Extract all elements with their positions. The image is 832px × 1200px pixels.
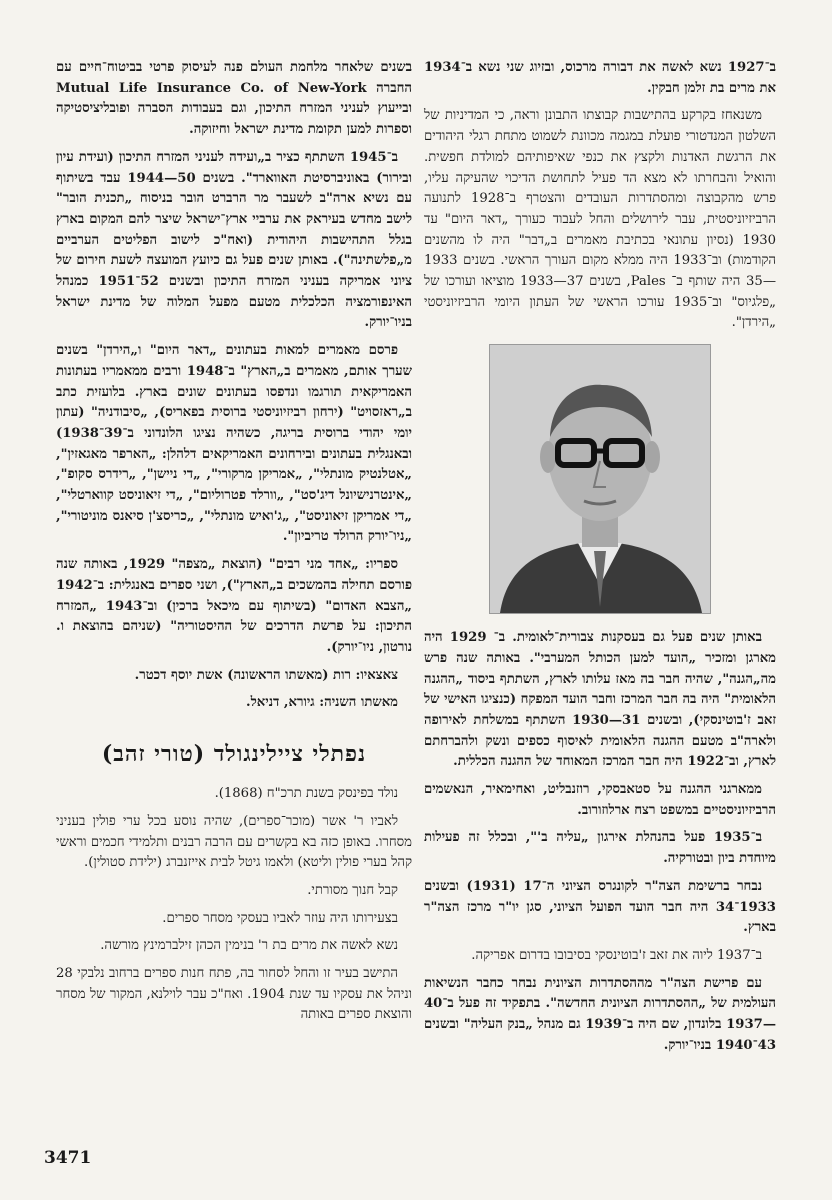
portrait-image [490,345,710,613]
paragraph: ב־1927 נשא לאשה את דבורה מרכוס, ובזיוג שני נשא ב־1934 את מרים בת זלמן חבקין. [424,60,776,96]
paragraph: נבחר ברשימת הצה"ר לקונגרס הציוני ה־17 (1931) ובשנים 1933־34 היה חבר הועד הפועל הציוני, סגן יו"ר מרכז הצה"ר בארץ. [424,878,776,936]
page-number: 3471 [44,1148,92,1168]
paragraph: ב־1937 ליוה את זאב ז'בוטינסקי בסיבובו בדרום אפריקה. [471,947,762,963]
biography-heading: נפתלי ציילינגולד (טורי זהב) [101,741,367,768]
paragraph: ב־1945 השתתף כציר ב„ועידה לעניני המזרח התיכון (ועידת עיון ובירור) באוניברסיטת האווארד". בשנים 50—1944 עבד בשיתוף עם נשיא ארה"ב לשעבר מר הרברט הובר בניסוח „תכנית הובר" לישב מחדש בעיראק את ערביי ארץ־ישראל שיצר להם המקום בארץ בגלל התהישבות היהודית (ואח"כ לישוב הפליטים הערביים מ„פלשתינה"). באותן שנים פעל גם כיועץ המועצה לשעת חירום של ציוני אמריקה בעניני המזרח התיכון ובשנים 52־1951 כמנהל האינפורמציה הכלכלית מטעם מפעל המלוה של מדינת ישראל בניו־יורק. [56,149,412,331]
paragraph: קבל חנוך מסורתי. [307,882,398,898]
paragraph: ספריו: „אחד מני רבים" (הוצאת „מצפה" 1929, באותה שנה פורסם תחילה בהמשכים ב„הארץ"), ושני ספרים באנגלית: ב־1942 „הצבא האדום" (בשיתוף עם מיכאל ברכין) וב־1943 „המזרח התיכון: על פרשת הדרכים של ההיסטוריה" (שניהם בהוצאת ו. נורטון, ניו־יורק). [56,557,413,655]
paragraph: נשא לאשה את מרים בת ר' בנימין הכהן זילברמינץ מורשה. [100,938,398,954]
left-column [56,58,412,1033]
paragraph: ממארגני ההגנה על סטאבסקי, רוזנבליט, ואחימאיר, הנאשמים הרביזיוניסטיים במשפט רצח ארלוזורוב. [424,782,776,818]
paragraph: לאביו ר' אשר (מוכר־ספרים), שהיה נוסע בכל ערי פולין בעניני מסחרו. באופן כזה בא בקשרים עם הרבה רבנים ותלמידי חכמים וראשי קהל בערי פולין וליטא) ולאמו גיטל לבית אייזנברג (ילידת סטולין). [56,813,412,871]
paragraph: משנאחז בקרקע בהתישבות קבוצתו התבונן וראה, כי המדיניות של השלטון המנדטורי פועלת במגמה מכוונת לשמוט מתחת רגלי היהודים את הרגשת האדנות ולקצץ את כנפי שאיפותיהם למולדת חפשית. והואיל והבחרתו לא מצא הד פעיל לתחושת הדיכוי שהעיקה עליו, פרש מהקבוצה ומהסתדרות העובדים והצטרף ב־1928 לתנועה הרביזיוניסטית, עבר לירושלים והחל לעבוד כעורך „דאר היום" עד 1930 (נסיון עתונאי בכתיבת מאמרים ב„דבר" היה לו מהשנים הקודמות) וב־1933 היה ממלא מקום העורך הראשי. בשנים 1933—35 היה שותף ב־ Pales, בשנים 37—1933 מוציאו ועורכו של „פלגיוס" וב־1935 עורכו הראשי של העתון היומי הרביזיוניסטי „הירדן". [424,108,777,331]
paragraph: מאשתו השניה: גיורא, דניאל. [246,695,398,711]
paragraph: ב־1935 פעל בהנהלת אירגון „עליה ב'", ובכלל זה פעילות מיוחדת ביון ובטורקיה. [424,830,776,867]
paragraph: בשנים שלאחר מלחמת העולם פנה לעיסוק פרטי בביטוח־חיים עם החברה Mutual Life Insurance Co. of New-York ובייעוץ לעניני המזרח התיכון, וגם בעבודות הסברה ופובליציסטיקה וספרות למען תקומת מדינת ישראל וחיזוקה. [56,60,412,138]
portrait-photo [489,344,711,614]
right-column [424,58,776,1064]
paragraph: התישב בעיר זו והחל לסחור בה, פתח חנות ספרים ברחוב נלבקי 28 וניהל את עסקיו עד שנת 1904. ואח"כ עבר לוילנא, המקור של מסחר והוצאת ספרים באותה [56,966,413,1023]
paragraph: נולד בפינסק בשנת תרכ"ח (1868). [214,786,398,802]
paragraph: באותן שנים פעל גם בעסקנות צבורית־לאומית. ב־ 1929 היה מארגן ומזכיר „הועד למען הכותל המערבי". באותה שנה פרש מה„הגנה", שהיה חבר בה מאז עלותו לארץ, השתתף ביסוד „ההגנה הלאומית" היה בה חבר המרכז וחבר הועד המפקח (כנציגו האישי של זאב ז'בוטינסקי), ובשנים 31—1930 השתתף במשלחת לאירופה ולארה"ב מטעם ההגנה הלאומית לאיסוף כספים ונשק ולהברחתם לארץ, וב־1922 היה חבר המרכז המאוחד של ההגנה הכללית. [424,630,776,770]
paragraph: פרסם מאמרים למאות בעתונים „דאר היום" ו„הירדן" בשנים שערך אותם, מאמרים ב„הארץ" ב־1948 ורבים ממאמריו בעתונות האמריקאית תורגמו ונדפסו בעתונים שונים בארץ. בלועזית כתב ב„ראזסויט" (ירחון רביזיוניסטי ברוסית בפאריס), „סיבודניה" (עתון יומי יהודי ברוסית בריגה, כשהיה נציגו הלונדוני ב־39־1938) ובאנגלית בעתונים ובירחונים האמריקאים דלהלן: „הארפר מאגאזין", „אטלנטיק מונתלי", „אמריקן מרקורי", „די ניישן", „רידרס סקופ", „אינטרנישיונל דיג'סט", „וורלד פטרוליום", „די זיאוניסט קווארטלי", „די אמריקן זיאוניסט", „ג'ואיש מונתלי", „כריסצ'ן סיאנס מוניטורי", „ניו־יורק הרולד טריביון". [56,343,412,545]
paragraph: עם פרישת הצה"ר מההסתדרות הציונית נבחר כחבר הנשיאות העולמית של „ההסתדרות הציונית החדשה". בתפקיד זה פעל ב־40—1937 בלונדון, שם היה ב־1939 גם מנהל „בנק העליה" ובשנים 43־1940 בניו־יורק. [424,975,776,1053]
paragraph: צאצאיו: רות (מאשתו הראשונה) אשת יוסף דכטר. [134,667,398,683]
paragraph: בצעירותו היה עוזר לאביו בעסקי מסחר ספרים. [162,910,398,926]
